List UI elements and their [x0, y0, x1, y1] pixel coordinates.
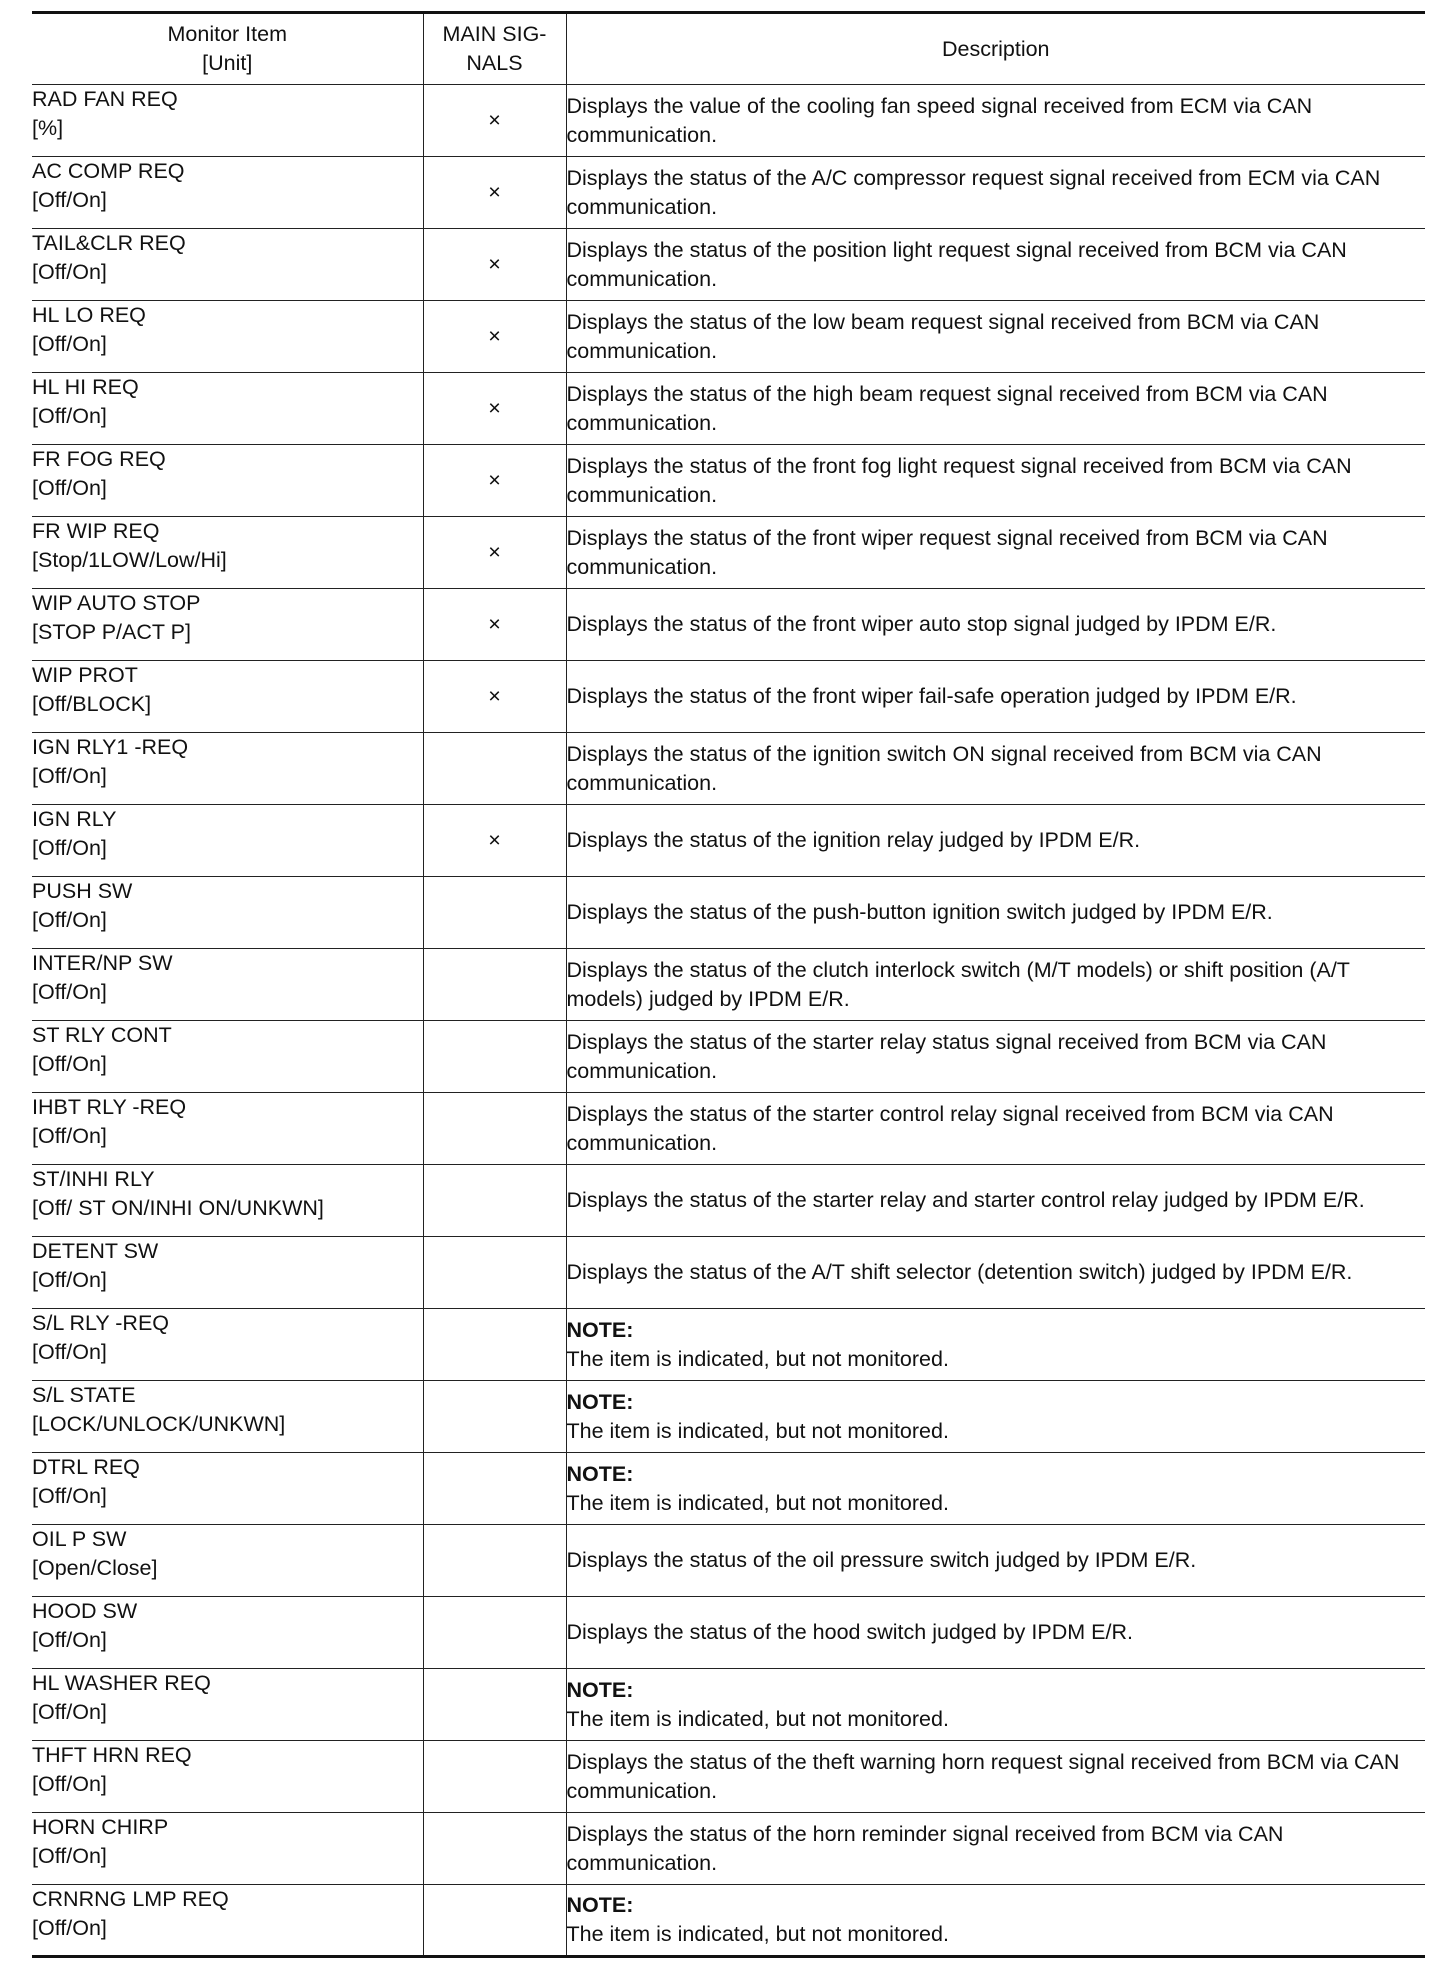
monitor-item-cell	[32, 1813, 423, 1885]
monitor-item-name: DTRL REQ	[32, 1455, 140, 1479]
table-row	[32, 661, 1425, 733]
description-cell	[566, 1165, 1425, 1237]
monitor-item-name: HL HI REQ	[32, 375, 139, 399]
description-cell	[566, 85, 1425, 157]
monitor-item-unit: [Off/On]	[32, 908, 107, 932]
description-text: Displays the status of the horn reminder signal received from BCM via CAN communication.	[566, 1821, 1284, 1875]
table-row	[32, 1021, 1425, 1093]
description-cell	[566, 1741, 1425, 1813]
header-item-label: Monitor Item	[167, 22, 287, 46]
monitor-item-cell	[32, 517, 423, 589]
table-row	[32, 85, 1425, 157]
note-label: NOTE:	[566, 1461, 634, 1486]
main-signal-mark: ×	[423, 805, 566, 877]
table-row	[32, 1093, 1425, 1165]
main-signal-mark	[423, 877, 566, 949]
table-row	[32, 1237, 1425, 1309]
main-signal-mark	[423, 1669, 566, 1741]
description-cell	[566, 157, 1425, 229]
description-text: Displays the status of the front wiper request signal received from BCM via CAN communication.	[566, 525, 1328, 579]
monitor-item-cell	[32, 589, 423, 661]
monitor-item-name: TAIL&CLR REQ	[32, 231, 186, 255]
monitor-item-name: IGN RLY	[32, 807, 117, 831]
table-row	[32, 949, 1425, 1021]
monitor-item-cell	[32, 301, 423, 373]
table-row	[32, 517, 1425, 589]
monitor-item-cell	[32, 157, 423, 229]
description-text: Displays the status of the A/C compressor request signal received from ECM via CAN communication.	[566, 165, 1381, 219]
description-cell	[566, 1309, 1425, 1381]
main-signal-mark	[423, 1381, 566, 1453]
monitor-item-unit: [Off/On]	[32, 1268, 107, 1292]
monitor-item-cell	[32, 805, 423, 877]
description-text: Displays the status of the push-button ignition switch judged by IPDM E/R.	[566, 900, 1273, 924]
table-row	[32, 733, 1425, 805]
monitor-item-name: HL LO REQ	[32, 303, 146, 327]
main-signal-mark: ×	[423, 373, 566, 445]
table-row	[32, 157, 1425, 229]
monitor-item-cell	[32, 733, 423, 805]
table-row	[32, 1885, 1425, 1957]
monitor-item-cell	[32, 1021, 423, 1093]
main-signal-mark	[423, 1597, 566, 1669]
monitor-item-unit: [LOCK/UNLOCK/UNKWN]	[32, 1412, 286, 1436]
monitor-item-unit: [Off/On]	[32, 1052, 107, 1076]
monitor-item-name: PUSH SW	[32, 879, 133, 903]
description-cell	[566, 229, 1425, 301]
monitor-item-cell	[32, 877, 423, 949]
monitor-item-unit: [Off/On]	[32, 404, 107, 428]
note-text: The item is indicated, but not monitored.	[566, 1706, 949, 1731]
table-row	[32, 1381, 1425, 1453]
main-signal-mark	[423, 1093, 566, 1165]
monitor-item-unit: [%]	[32, 116, 64, 140]
monitor-item-unit: [Off/On]	[32, 980, 107, 1004]
table-row	[32, 445, 1425, 517]
table-row	[32, 301, 1425, 373]
description-text: Displays the status of the front wiper fail-safe operation judged by IPDM E/R.	[566, 684, 1297, 708]
description-text: Displays the status of the front wiper auto stop signal judged by IPDM E/R.	[566, 612, 1277, 636]
monitor-item-name: S/L RLY -REQ	[32, 1311, 170, 1335]
table-row	[32, 1453, 1425, 1525]
description-cell	[566, 1381, 1425, 1453]
monitor-item-cell	[32, 1381, 423, 1453]
table-header-row	[32, 13, 1425, 85]
main-signal-mark	[423, 1741, 566, 1813]
table-row	[32, 373, 1425, 445]
main-signal-mark	[423, 1525, 566, 1597]
monitor-item-cell	[32, 1597, 423, 1669]
monitor-item-cell	[32, 373, 423, 445]
description-text: Displays the status of the starter relay status signal received from BCM via CAN communication.	[566, 1029, 1327, 1083]
note-text: The item is indicated, but not monitored.	[566, 1346, 949, 1371]
main-signal-mark: ×	[423, 157, 566, 229]
header-main-signals-line2: NALS	[466, 51, 523, 75]
monitor-item-table	[32, 11, 1425, 1958]
monitor-item-cell	[32, 229, 423, 301]
description-text: Displays the status of the hood switch judged by IPDM E/R.	[566, 1620, 1133, 1644]
monitor-item-unit: [Off/On]	[32, 260, 107, 284]
main-signal-mark: ×	[423, 229, 566, 301]
note-label: NOTE:	[566, 1893, 634, 1917]
monitor-item-cell	[32, 1453, 423, 1525]
monitor-item-name: DETENT SW	[32, 1239, 159, 1263]
description-text: Displays the value of the cooling fan speed signal received from ECM via CAN communication.	[566, 93, 1313, 147]
table-row	[32, 877, 1425, 949]
monitor-item-name: INTER/NP SW	[32, 951, 173, 975]
description-cell	[566, 1021, 1425, 1093]
description-text: Displays the status of the position light request signal received from BCM via CAN communication.	[566, 237, 1347, 291]
main-signal-mark	[423, 1885, 566, 1957]
monitor-item-unit: [Off/ ST ON/INHI ON/UNKWN]	[32, 1196, 324, 1220]
monitor-item-unit: [Off/On]	[32, 476, 107, 500]
monitor-item-name: FR WIP REQ	[32, 519, 160, 543]
monitor-item-name: RAD FAN REQ	[32, 87, 178, 111]
description-cell	[566, 805, 1425, 877]
monitor-item-unit: [Off/On]	[32, 1700, 107, 1724]
monitor-item-unit: [Off/On]	[32, 1916, 107, 1940]
monitor-item-unit: [Off/On]	[32, 1124, 107, 1148]
table-row	[32, 805, 1425, 877]
main-signal-mark: ×	[423, 445, 566, 517]
note-text: The item is indicated, but not monitored.	[566, 1490, 949, 1515]
description-text: Displays the status of the starter relay and starter control relay judged by IPDM E/R.	[566, 1188, 1365, 1212]
main-signal-mark	[423, 733, 566, 805]
table-row	[32, 589, 1425, 661]
description-text: Displays the status of the starter control relay signal received from BCM via CAN communication.	[566, 1101, 1334, 1155]
monitor-item-name: HORN CHIRP	[32, 1815, 169, 1839]
header-main-signals-line1: MAIN SIG-	[442, 22, 547, 46]
monitor-item-unit: [Off/BLOCK]	[32, 692, 152, 716]
monitor-item-unit: [Stop/1LOW/Low/Hi]	[32, 548, 227, 572]
monitor-item-cell	[32, 1741, 423, 1813]
main-signal-mark: ×	[423, 517, 566, 589]
monitor-item-name: CRNRNG LMP REQ	[32, 1887, 229, 1911]
table-row	[32, 1525, 1425, 1597]
description-cell	[566, 733, 1425, 805]
description-text: Displays the status of the A/T shift selector (detention switch) judged by IPDM E/R.	[566, 1260, 1353, 1284]
description-cell	[566, 589, 1425, 661]
monitor-item-cell	[32, 949, 423, 1021]
monitor-item-name: FR FOG REQ	[32, 447, 166, 471]
header-monitor-item	[32, 13, 423, 85]
monitor-item-name: ST/INHI RLY	[32, 1167, 155, 1191]
monitor-item-name: HOOD SW	[32, 1599, 138, 1623]
monitor-item-cell	[32, 1885, 423, 1957]
description-cell	[566, 445, 1425, 517]
monitor-item-name: IHBT RLY -REQ	[32, 1095, 187, 1119]
description-cell	[566, 1453, 1425, 1525]
main-signal-mark: ×	[423, 301, 566, 373]
note-text: The item is indicated, but not monitored.	[566, 1922, 949, 1946]
monitor-item-name: THFT HRN REQ	[32, 1743, 192, 1767]
main-signal-mark	[423, 1165, 566, 1237]
monitor-item-name: WIP PROT	[32, 663, 138, 687]
header-main-signals	[423, 13, 566, 85]
description-text: Displays the status of the high beam request signal received from BCM via CAN communication.	[566, 381, 1328, 435]
monitor-item-cell	[32, 1669, 423, 1741]
monitor-item-unit: [Off/On]	[32, 188, 107, 212]
table-row	[32, 1309, 1425, 1381]
description-text: Displays the status of the oil pressure switch judged by IPDM E/R.	[566, 1548, 1197, 1572]
monitor-item-unit: [Off/On]	[32, 764, 107, 788]
note-label: NOTE:	[566, 1317, 634, 1342]
description-cell	[566, 373, 1425, 445]
description-cell	[566, 1885, 1425, 1957]
monitor-item-unit: [Off/On]	[32, 332, 107, 356]
description-cell	[566, 1525, 1425, 1597]
description-text: Displays the status of the ignition relay judged by IPDM E/R.	[566, 828, 1141, 852]
description-text: Displays the status of the ignition switch ON signal received from BCM via CAN communication.	[566, 741, 1322, 795]
monitor-item-unit: [Off/On]	[32, 1484, 107, 1508]
monitor-item-unit: [Off/On]	[32, 1340, 107, 1364]
table-row	[32, 1597, 1425, 1669]
monitor-item-unit: [STOP P/ACT P]	[32, 620, 191, 644]
table-row	[32, 229, 1425, 301]
monitor-item-name: OIL P SW	[32, 1527, 127, 1551]
description-text: Displays the status of the low beam request signal received from BCM via CAN communication.	[566, 309, 1320, 363]
monitor-item-name: AC COMP REQ	[32, 159, 185, 183]
monitor-item-name: WIP AUTO STOP	[32, 591, 201, 615]
monitor-item-unit: [Off/On]	[32, 1772, 107, 1796]
monitor-item-cell	[32, 661, 423, 733]
description-text: Displays the status of the front fog light request signal received from BCM via CAN communication.	[566, 453, 1352, 507]
description-cell	[566, 1237, 1425, 1309]
main-signal-mark	[423, 1813, 566, 1885]
note-text: The item is indicated, but not monitored.	[566, 1418, 949, 1443]
monitor-item-unit: [Open/Close]	[32, 1556, 158, 1580]
description-cell	[566, 301, 1425, 373]
description-cell	[566, 517, 1425, 589]
table-row	[32, 1165, 1425, 1237]
description-text: Displays the status of the theft warning horn request signal received from BCM via CAN communication.	[566, 1749, 1400, 1803]
table-row	[32, 1741, 1425, 1813]
main-signal-mark: ×	[423, 589, 566, 661]
description-cell	[566, 1093, 1425, 1165]
monitor-item-name: IGN RLY1 -REQ	[32, 735, 189, 759]
description-cell	[566, 661, 1425, 733]
monitor-item-unit: [Off/On]	[32, 836, 107, 860]
monitor-item-cell	[32, 1525, 423, 1597]
description-cell	[566, 1669, 1425, 1741]
main-signal-mark: ×	[423, 85, 566, 157]
monitor-item-cell	[32, 1237, 423, 1309]
monitor-item-name: ST RLY CONT	[32, 1023, 172, 1047]
monitor-item-unit: [Off/On]	[32, 1844, 107, 1868]
header-unit-label: [Unit]	[202, 51, 253, 75]
main-signal-mark	[423, 949, 566, 1021]
monitor-item-cell	[32, 445, 423, 517]
description-cell	[566, 1813, 1425, 1885]
note-label: NOTE:	[566, 1677, 634, 1702]
description-cell	[566, 949, 1425, 1021]
monitor-item-cell	[32, 85, 423, 157]
monitor-item-cell	[32, 1165, 423, 1237]
table-row	[32, 1813, 1425, 1885]
monitor-item-cell	[32, 1093, 423, 1165]
description-cell	[566, 1597, 1425, 1669]
main-signal-mark: ×	[423, 661, 566, 733]
main-signal-mark	[423, 1237, 566, 1309]
header-description: Description	[566, 13, 1425, 85]
monitor-item-name: S/L STATE	[32, 1383, 136, 1407]
main-signal-mark	[423, 1309, 566, 1381]
monitor-item-cell	[32, 1309, 423, 1381]
monitor-item-name: HL WASHER REQ	[32, 1671, 211, 1695]
main-signal-mark	[423, 1453, 566, 1525]
monitor-item-unit: [Off/On]	[32, 1628, 107, 1652]
description-cell	[566, 877, 1425, 949]
note-label: NOTE:	[566, 1389, 634, 1414]
description-text: Displays the status of the clutch interlock switch (M/T models) or shift position (A/T models) judged by IPDM E/R.	[566, 957, 1350, 1011]
main-signal-mark	[423, 1021, 566, 1093]
table-row	[32, 1669, 1425, 1741]
